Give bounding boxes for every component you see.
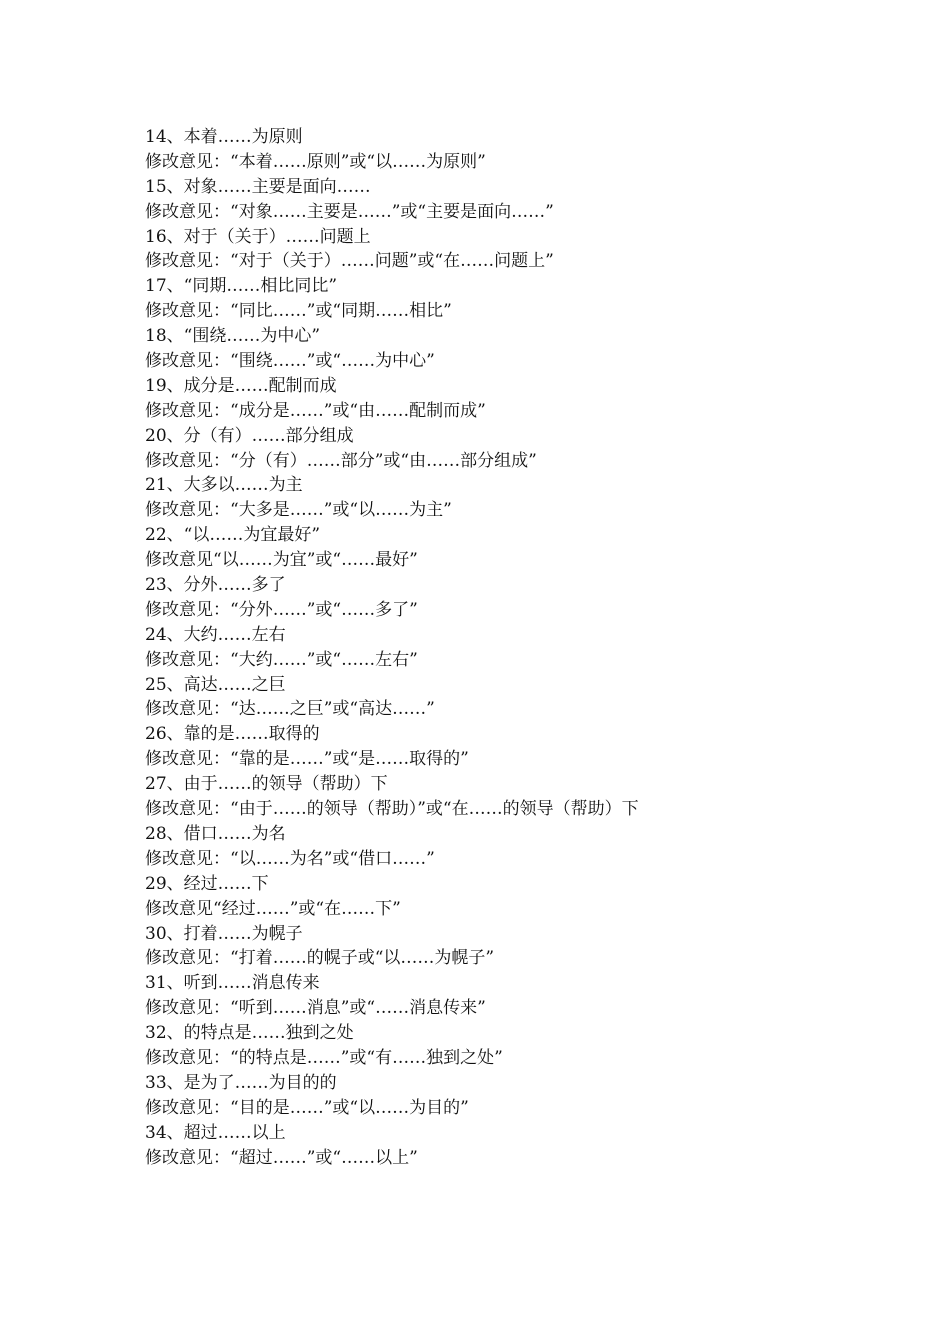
entry-20-advice: 修改意见：“分（有）……部分”或“由……部分组成” — [145, 450, 537, 471]
entry-33-advice: 修改意见：“目的是……”或“以……为目的” — [145, 1097, 469, 1118]
entry-29-advice: 修改意见“经过……”或“在……下” — [145, 898, 401, 919]
entry-14-item: 14、本着……为原则 — [145, 127, 303, 147]
entry-16-item: 16、对于（关于）……问题上 — [145, 226, 371, 247]
entry-30-item: 30、打着……为幌子 — [145, 923, 303, 944]
entry-17-advice: 修改意见：“同比……”或“同期……相比” — [145, 301, 452, 322]
entry-32-item: 32、的特点是……独到之处 — [145, 1023, 354, 1044]
entry-21-advice: 修改意见：“大多是……”或“以……为主” — [145, 500, 452, 521]
entry-19-item: 19、成分是……配制而成 — [145, 375, 337, 396]
entry-24-item: 24、大约……左右 — [145, 624, 286, 645]
entry-34-advice: 修改意见：“超过……”或“……以上” — [145, 1147, 418, 1168]
entry-28-advice: 修改意见：“以……为名”或“借口……” — [145, 848, 435, 869]
entry-17-item: 17、“同期……相比同比” — [145, 276, 338, 297]
entry-26-item: 26、靠的是……取得的 — [145, 724, 320, 745]
entry-29-item: 29、经过……下 — [145, 873, 269, 894]
entry-15-item: 15、对象……主要是面向…… — [145, 176, 371, 197]
entry-31-item: 31、听到……消息传来 — [145, 973, 320, 994]
entry-32-advice: 修改意见：“的特点是……”或“有……独到之处” — [145, 1047, 503, 1068]
entry-16-advice: 修改意见：“对于（关于）……问题”或“在……问题上” — [145, 251, 554, 272]
entry-15-advice: 修改意见：“对象……主要是……”或“主要是面向……” — [145, 201, 554, 222]
entry-21-item: 21、大多以……为主 — [145, 475, 303, 496]
entry-30-advice: 修改意见：“打着……的幌子或“以……为幌子” — [145, 948, 495, 969]
entry-26-advice: 修改意见：“靠的是……”或“是……取得的” — [145, 749, 469, 770]
entry-23-advice: 修改意见：“分外……”或“……多了” — [145, 599, 418, 620]
entry-22-item: 22、“以……为宜最好” — [145, 525, 321, 546]
entry-23-item: 23、分外……多了 — [145, 575, 286, 596]
entry-22-advice: 修改意见“以……为宜”或“……最好” — [145, 550, 418, 571]
entry-20-item: 20、分（有）……部分组成 — [145, 425, 354, 446]
entry-27-item: 27、由于……的领导（帮助）下 — [145, 774, 388, 795]
entry-31-advice: 修改意见：“听到……消息”或“……消息传来” — [145, 998, 486, 1019]
entry-25-advice: 修改意见：“达……之巨”或“高达……” — [145, 699, 435, 720]
entry-27-advice: 修改意见：“由于……的领导（帮助）”或“在……的领导（帮助）下 — [145, 799, 639, 820]
entry-18-item: 18、“围绕……为中心” — [145, 326, 321, 347]
entry-28-item: 28、借口……为名 — [145, 823, 286, 844]
entry-14-advice: 修改意见：“本着……原则”或“以……为原则” — [145, 151, 486, 172]
entry-34-item: 34、超过……以上 — [145, 1122, 286, 1143]
document-body — [145, 125, 925, 1170]
entry-25-item: 25、高达……之巨 — [145, 674, 286, 695]
entry-24-advice: 修改意见：“大约……”或“……左右” — [145, 649, 418, 670]
entry-18-advice: 修改意见：“围绕……”或“……为中心” — [145, 351, 435, 372]
entry-19-advice: 修改意见：“成分是……”或“由……配制而成” — [145, 400, 486, 421]
entry-33-item: 33、是为了……为目的的 — [145, 1072, 337, 1093]
